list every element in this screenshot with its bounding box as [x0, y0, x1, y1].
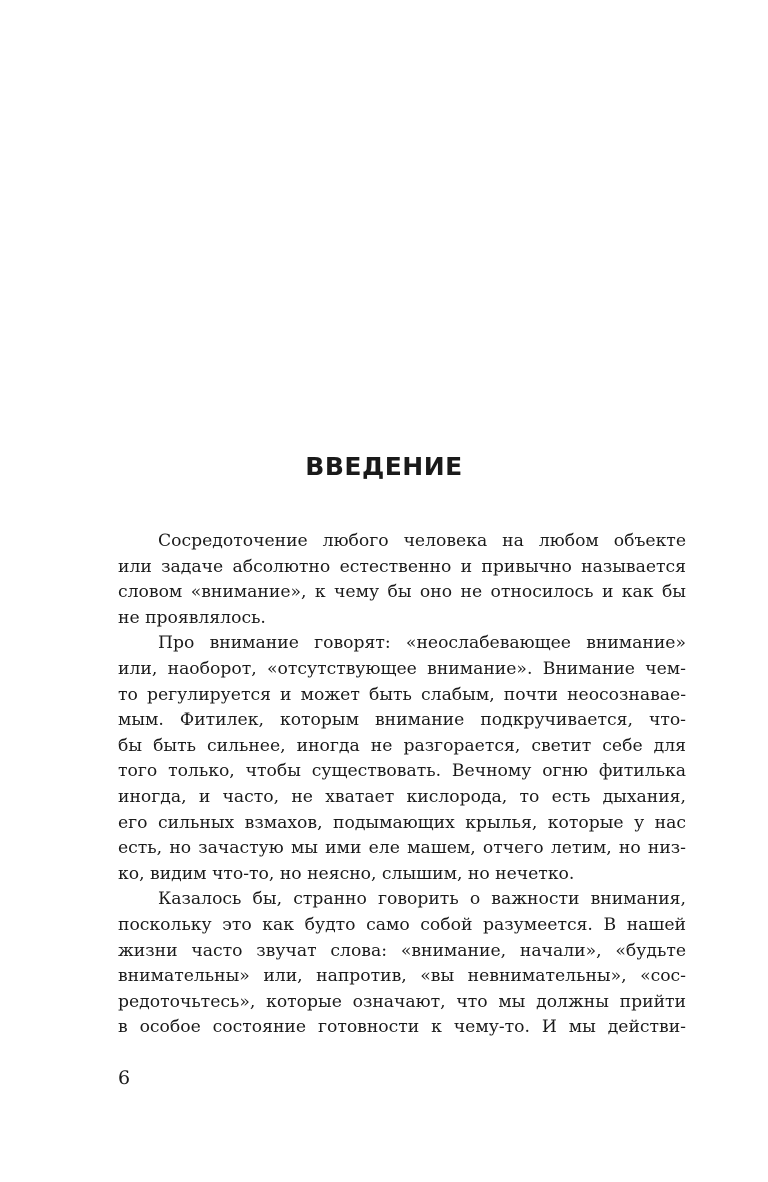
text-line: бы быть сильнее, иногда не разгорается, светит себе для: [118, 735, 686, 756]
text-line: или, наоборот, «отсутствующее внимание». Внимание чем-: [118, 658, 686, 679]
body-text: [118, 529, 686, 1041]
text-line: в особое состояние готовности к чему-то. И мы действи-: [118, 1017, 686, 1038]
text-line: ко, видим что-то, но неясно, слышим, но нечетко.: [118, 863, 575, 884]
text-line: мым. Фитилек, которым внимание подкручивается, что-: [118, 710, 686, 731]
text-line: иногда, и часто, не хватает кислорода, то есть дыхания,: [118, 786, 686, 807]
text-line: поскольку это как будто само собой разумеется. В нашей: [118, 914, 686, 935]
text-line: того только, чтобы существовать. Вечному огню фитилька: [118, 761, 686, 782]
chapter-title: ВВЕДЕНИЕ: [305, 452, 463, 481]
page-number: 6: [118, 1067, 131, 1089]
text-line: есть, но зачастую мы ими еле машем, отчего летим, но низ-: [118, 838, 686, 859]
text-line: не проявлялось.: [118, 607, 266, 628]
text-line: Сосредоточение любого человека на любом объекте: [158, 531, 686, 551]
text-line: редоточьтесь», которые означают, что мы должны прийти: [118, 991, 686, 1012]
text-line: или задаче абсолютно естественно и привычно называется: [118, 556, 686, 577]
text-line: Про внимание говорят: «неослабевающее внимание»: [158, 633, 686, 654]
text-line: то регулируется и может быть слабым, почти неосознавае-: [118, 684, 686, 705]
text-line: его сильных взмахов, подымающих крылья, которые у нас: [118, 812, 686, 833]
text-line: внимательны» или, напротив, «вы невнимательны», «сос-: [118, 966, 686, 987]
text-line: жизни часто звучат слова: «внимание, начали», «будьте: [118, 940, 686, 961]
text-line: словом «внимание», к чему бы оно не относилось и как бы: [118, 582, 686, 603]
text-line: Казалось бы, странно говорить о важности внимания,: [158, 889, 686, 910]
